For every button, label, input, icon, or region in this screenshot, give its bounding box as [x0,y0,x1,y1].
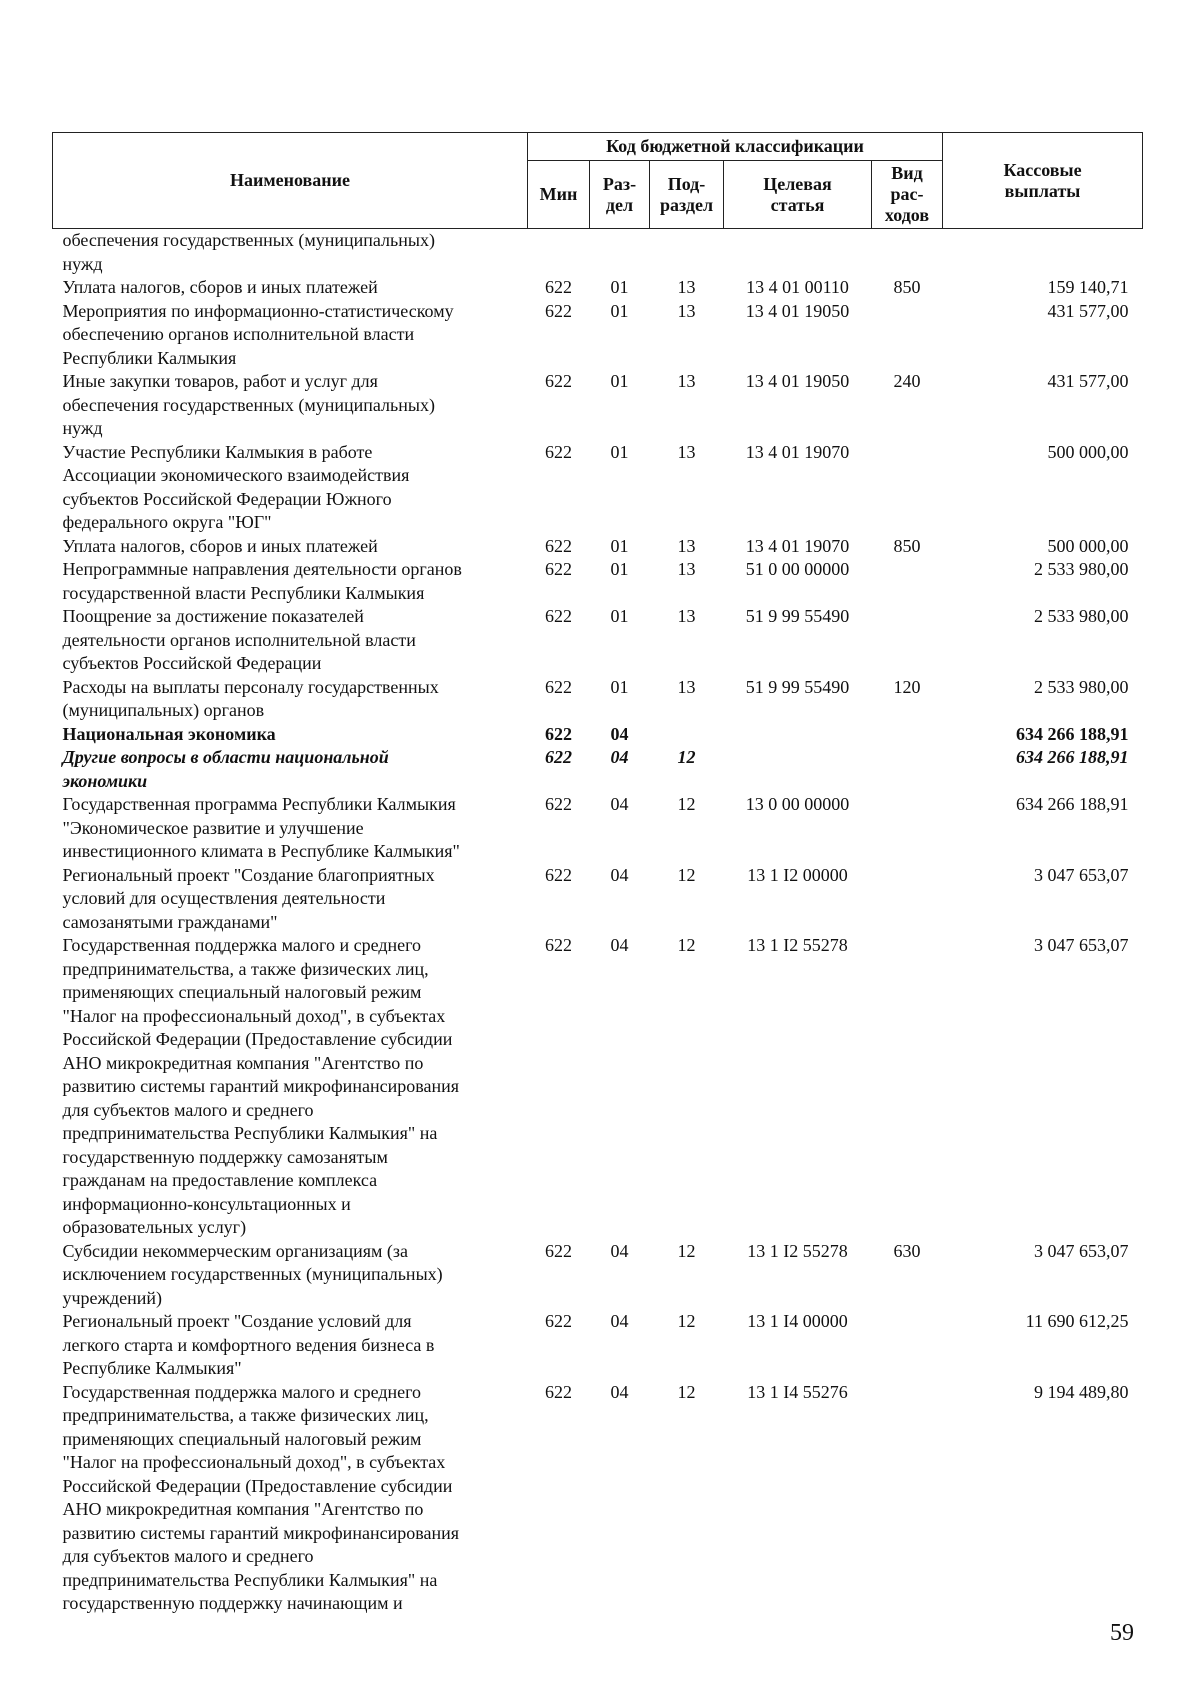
cell-vid-rashodov: 630 [893,1240,921,1261]
cell-name: Поощрение за достижение показателей деятельности органов исполнительной власти субъектов Российской Федерации [62,606,416,673]
header-name: Наименование [53,133,528,229]
table-row [53,676,1143,723]
cell-cash-payment: 431 577,00 [1047,371,1129,391]
cell-vid-rashodov [872,229,943,277]
header-min: Мин [528,161,590,229]
cell-razdel: 01 [610,535,629,556]
budget-table-sheet [52,132,1142,1616]
cell-cash-payment: 2 533 980,00 [1034,676,1129,697]
cell-cash-payment: 3 047 653,07 [1034,935,1129,955]
cell-name: Государственная поддержка малого и среднего предпринимательства, а также физических лиц, применяющих специальный налоговый режим "Налог на профессиональный доход", в субъектах Российской Федерации (Предоставление субсидии АНО микрокредитная компания "Агентство по развитию системы гарантий микрофинансирования для субъектов малого и среднего предпринимательства Республики Калмыкия" на государственную поддержку самозанятым гражданам на предоставление комплекса информационно-консультационных и образовательных услуг) [62,935,459,1237]
cell-name: Государственная программа Республики Калмыкия "Экономическое развитие и улучшение инвестиционного климата в Республике Калмыкия" [62,794,460,861]
cell-celevaya-statya: 13 1 I4 00000 [747,1311,848,1331]
table-row [53,793,1143,864]
budget-table [52,132,1143,1616]
cell-razdel: 01 [610,277,629,297]
cell-name: Региональный проект "Создание благоприятных условий для осуществления деятельности самозанятыми гражданами" [62,864,435,932]
cell-celevaya-statya: 51 9 99 55490 [745,676,850,697]
cell-cash-payment: 2 533 980,00 [1034,559,1129,579]
cell-vid-rashodov [872,1310,943,1381]
cell-celevaya-statya: 13 1 I2 00000 [747,864,848,885]
header-budget-code-group: Код бюджетной классификации [528,133,943,161]
header-podrazdel: Под- раздел [650,161,724,229]
cell-podrazdel [650,723,724,747]
cell-celevaya-statya: 13 4 01 19050 [745,300,850,321]
cell-name: Участие Республики Калмыкия в работе Ассоциации экономического взаимодействия субъектов Российской Федерации Южного федерального округа "ЮГ" [62,441,410,532]
cell-razdel: 04 [610,723,629,744]
cell-cash-payment: 500 000,00 [1047,441,1129,462]
cell-vid-rashodov [872,746,943,793]
cell-vid-rashodov [872,793,943,864]
cell-min: 622 [545,723,572,744]
header-cash-payments: Кассовые выплаты [943,133,1143,229]
cell-vid-rashodov: 120 [893,676,921,697]
cell-podrazdel: 12 [677,1381,696,1402]
cell-razdel: 04 [610,747,629,767]
cell-vid-rashodov [872,1381,943,1616]
cell-min: 622 [545,277,572,297]
table-row [53,229,1143,277]
cell-razdel: 04 [610,1381,629,1402]
cell-podrazdel: 13 [677,300,696,321]
table-row [53,934,1143,1240]
table-row [53,276,1143,300]
cell-podrazdel: 13 [677,559,696,579]
cell-cash-payment [943,229,1143,277]
table-row [53,1240,1143,1311]
cell-podrazdel: 12 [677,747,696,767]
cell-name: Расходы на выплаты персоналу государственных (муниципальных) органов [62,676,439,720]
cell-name: Государственная поддержка малого и среднего предпринимательства, а также физических лиц, применяющих специальный налоговый режим "Налог на профессиональный доход", в субъектах Российской Федерации (Предоставление субсидии АНО микрокредитная компания "Агентство по развитию системы гарантий микрофинансирования для субъектов малого и среднего предпринимательства Республики Калмыкия" на государственную поддержку начинающим и [62,1381,459,1613]
table-row [53,1381,1143,1616]
cell-min: 622 [545,1311,572,1331]
cell-celevaya-statya: 13 1 I2 55278 [747,935,848,955]
header-razdel: Раз- дел [590,161,650,229]
page-number: 59 [1110,1620,1134,1646]
cell-celevaya-statya: 51 9 99 55490 [745,606,850,626]
table-row [53,746,1143,793]
cell-razdel: 01 [610,300,629,321]
cell-razdel: 01 [610,559,629,579]
cell-min: 622 [545,559,572,579]
header-celevaya-statya: Целевая статья [724,161,872,229]
cell-vid-rashodov [872,300,943,371]
table-row [53,723,1143,747]
cell-name: Субсидии некоммерческим организациям (за исключением государственных (муниципальных) учреждений) [62,1240,443,1308]
cell-celevaya-statya: 51 0 00 00000 [745,559,850,579]
cell-podrazdel: 12 [677,1311,696,1331]
cell-vid-rashodov: 850 [893,277,921,297]
cell-cash-payment: 634 266 188,91 [1016,747,1129,767]
cell-razdel: 04 [610,794,629,814]
header-vid-rashodov: Вид рас- ходов [872,161,943,229]
cell-cash-payment: 634 266 188,91 [1016,794,1129,814]
cell-cash-payment: 2 533 980,00 [1034,606,1129,626]
cell-razdel: 01 [610,676,629,697]
cell-razdel: 04 [610,1240,629,1261]
table-row [53,535,1143,559]
cell-vid-rashodov [872,558,943,605]
cell-cash-payment: 3 047 653,07 [1034,864,1129,885]
cell-vid-rashodov: 240 [893,371,921,391]
cell-vid-rashodov [872,934,943,1240]
cell-razdel: 01 [610,606,629,626]
cell-cash-payment: 9 194 489,80 [1034,1381,1129,1402]
table-row [53,1310,1143,1381]
cell-min: 622 [545,300,572,321]
cell-min: 622 [545,1381,572,1402]
cell-min: 622 [545,747,572,767]
cell-min: 622 [545,1240,572,1261]
cell-razdel: 04 [610,935,629,955]
table-row [53,558,1143,605]
cell-name: Уплата налогов, сборов и иных платежей [62,535,378,556]
cell-podrazdel: 12 [677,935,696,955]
cell-name: Региональный проект "Создание условий для легкого старта и комфортного ведения бизнеса в Республике Калмыкия" [62,1311,435,1378]
table-row [53,605,1143,676]
cell-name: Иные закупки товаров, работ и услуг для обеспечения государственных (муниципальных) нужд [62,371,435,438]
cell-celevaya-statya: 13 4 01 19070 [745,535,850,556]
cell-celevaya-statya: 13 4 01 19070 [745,441,850,462]
cell-min: 622 [545,441,572,462]
cell-name: Непрограммные направления деятельности органов государственной власти Республики Калмыкия [62,559,462,603]
table-body [53,229,1143,1616]
cell-cash-payment: 11 690 612,25 [1025,1311,1129,1331]
cell-razdel: 04 [610,1311,629,1331]
cell-podrazdel: 12 [677,794,696,814]
cell-min: 622 [545,606,572,626]
cell-vid-rashodov [872,864,943,935]
cell-name: обеспечения государственных (муниципальных) нужд [62,230,435,274]
cell-celevaya-statya [724,723,872,747]
cell-podrazdel: 13 [677,277,696,297]
cell-min: 622 [545,935,572,955]
cell-cash-payment: 634 266 188,91 [1016,723,1129,744]
cell-celevaya-statya: 13 1 I4 55276 [747,1381,848,1402]
cell-min: 622 [545,864,572,885]
cell-min: 622 [545,535,572,556]
cell-podrazdel: 12 [677,1240,696,1261]
cell-razdel: 01 [610,371,629,391]
cell-cash-payment: 3 047 653,07 [1034,1240,1129,1261]
cell-vid-rashodov [872,723,943,747]
cell-cash-payment: 431 577,00 [1047,300,1129,321]
cell-podrazdel: 13 [677,371,696,391]
cell-name: Национальная экономика [62,723,276,744]
cell-name: Другие вопросы в области национальной экономики [62,747,389,791]
cell-celevaya-statya [724,229,872,277]
table-row [53,441,1143,535]
cell-razdel: 04 [610,864,629,885]
cell-min [528,229,590,277]
cell-celevaya-statya: 13 0 00 00000 [745,794,850,814]
cell-name: Уплата налогов, сборов и иных платежей [62,277,378,297]
cell-podrazdel: 13 [677,535,696,556]
cell-podrazdel: 13 [677,606,696,626]
cell-celevaya-statya: 13 4 01 00110 [746,277,849,297]
cell-vid-rashodov [872,441,943,535]
cell-min: 622 [545,676,572,697]
cell-podrazdel [650,229,724,277]
table-row [53,864,1143,935]
table-row [53,300,1143,371]
cell-min: 622 [545,371,572,391]
cell-min: 622 [545,794,572,814]
cell-cash-payment: 159 140,71 [1047,277,1129,297]
cell-podrazdel: 12 [677,864,696,885]
table-row [53,370,1143,441]
cell-vid-rashodov: 850 [893,535,921,556]
cell-razdel: 01 [610,441,629,462]
cell-celevaya-statya: 13 4 01 19050 [745,371,850,391]
cell-celevaya-statya: 13 1 I2 55278 [747,1240,848,1261]
cell-celevaya-statya [724,746,872,793]
cell-vid-rashodov [872,605,943,676]
cell-name: Мероприятия по информационно-статистическому обеспечению органов исполнительной власти Республики Калмыкия [62,300,454,368]
cell-cash-payment: 500 000,00 [1047,535,1129,556]
cell-razdel [590,229,650,277]
cell-podrazdel: 13 [677,676,696,697]
cell-podrazdel: 13 [677,441,696,462]
table-header [53,133,1143,229]
